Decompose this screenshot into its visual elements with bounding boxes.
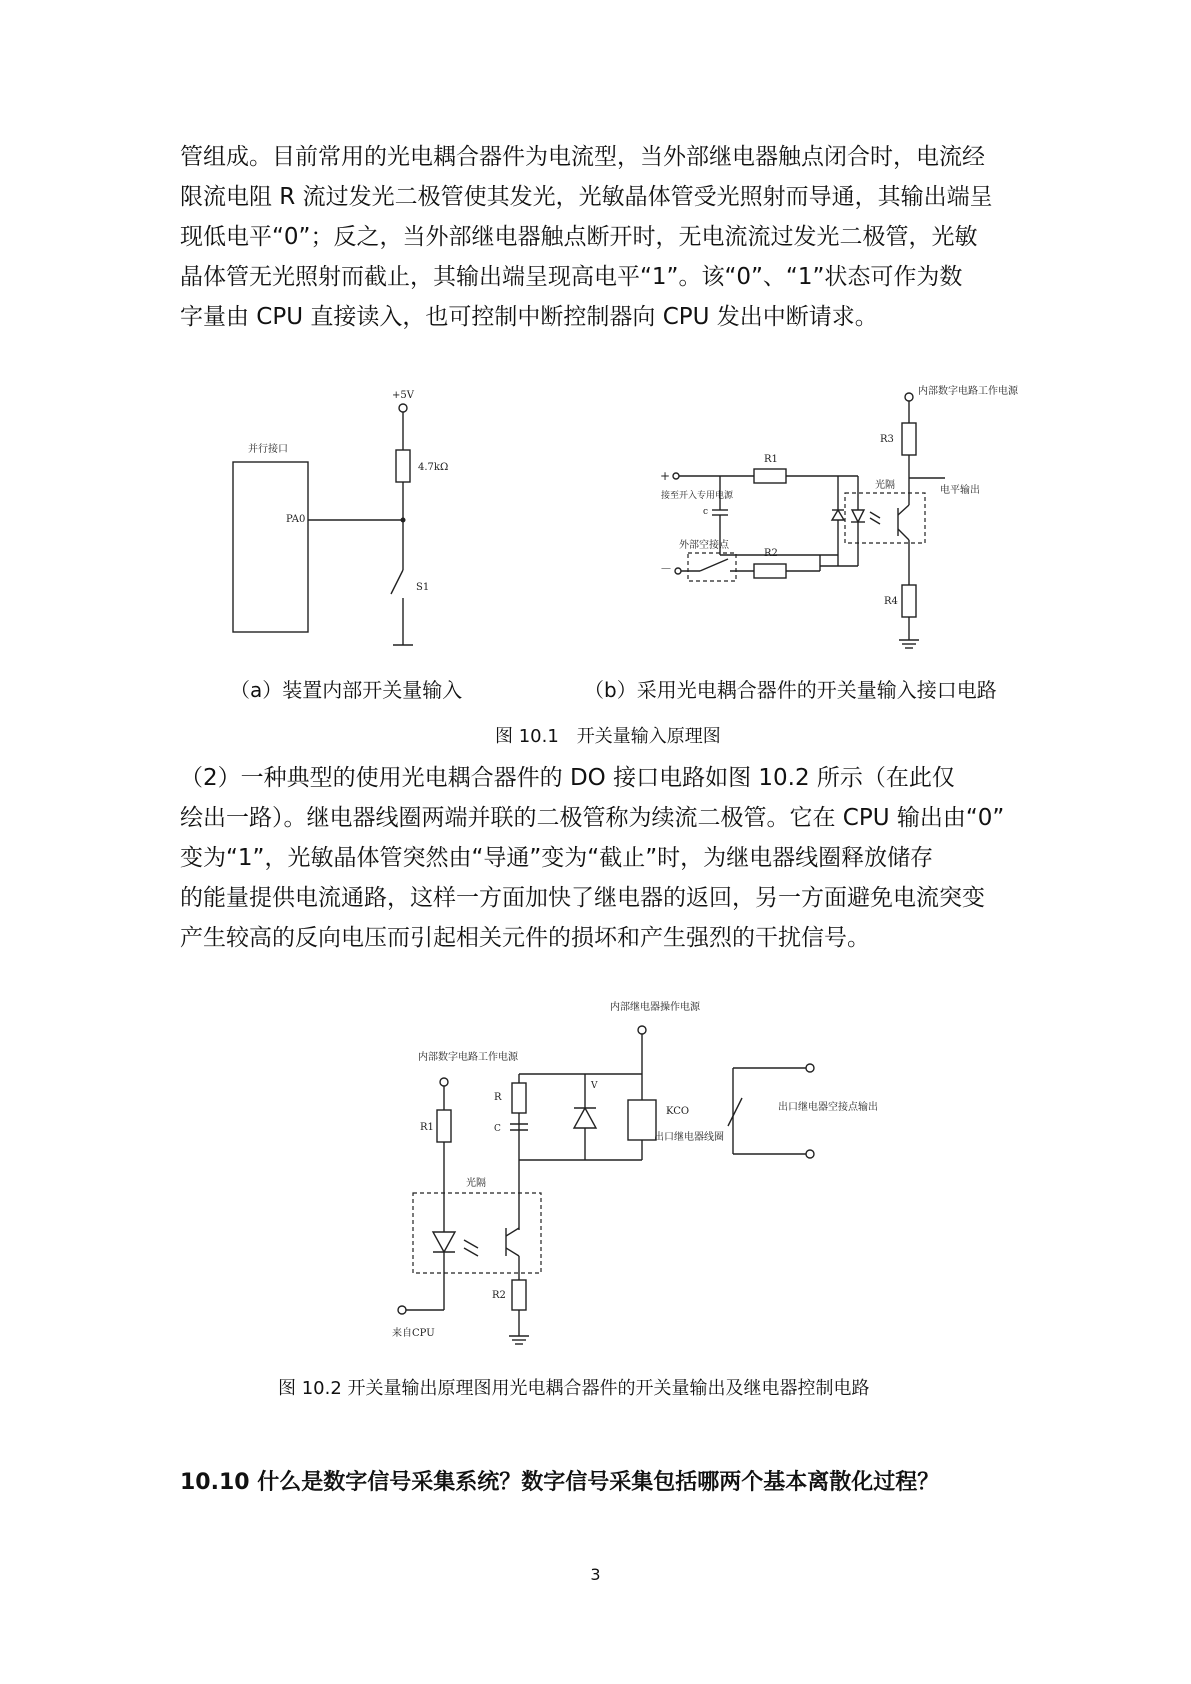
- section-heading: 10.10 什么是数字信号采集系统？数字信号采集包括哪两个基本离散化过程？: [180, 1470, 940, 1495]
- r2-label: R2: [492, 1290, 506, 1301]
- r2-label: R2: [764, 548, 778, 559]
- cpu-label: 来自CPU: [392, 1328, 435, 1339]
- c-label: C: [494, 1124, 501, 1134]
- interface-label: 并行接口: [248, 444, 288, 455]
- paragraph-line: 晶体管无光照射而截止，其输出端呈现高电平“1”。该“0”、“1”状态可作为数: [180, 264, 963, 290]
- paragraph-line: 的能量提供电流通路，这样一方面加快了继电器的返回，另一方面避免电流突变: [180, 885, 985, 911]
- paragraph-line: 变为“1”，光敏晶体管突然由“导通”变为“截止”时，为继电器线圈释放储存: [180, 845, 934, 871]
- kco-label: KCO: [666, 1106, 690, 1117]
- relay-coil: [628, 1100, 656, 1140]
- resistor-label: 4.7kΩ: [418, 462, 449, 473]
- opto-label: 光隔: [466, 1178, 486, 1189]
- paragraph-line: 限流电阻 R 流过发光二极管使其发光，光敏晶体管受光照射而导通，其输出端呈: [180, 184, 993, 210]
- cap-label: c: [703, 507, 709, 517]
- output-label: 出口继电器空接点输出: [778, 1102, 878, 1113]
- coil-label: 出口继电器线圈: [654, 1132, 724, 1143]
- pin-label: PA0: [286, 514, 306, 525]
- minus-label: －: [660, 562, 673, 576]
- paragraph-line: 现低电平“0”；反之，当外部继电器触点断开时，无电流流过发光二极管，光敏: [180, 224, 978, 250]
- plus-label: +: [660, 469, 671, 483]
- r1-label: R1: [764, 454, 778, 465]
- paragraph-line: 产生较高的反向电压而引起相关元件的损坏和产生强烈的干扰信号。: [180, 925, 870, 951]
- paragraph-line: 绘出一路）。继电器线圈两端并联的二极管称为续流二极管。它在 CPU 输出由“0”: [180, 805, 1005, 831]
- digital-supply-label: 内部数字电路工作电源: [418, 1052, 518, 1063]
- relay-supply-label: 内部继电器操作电源: [610, 1002, 700, 1013]
- vcc-label: +5V: [392, 390, 414, 401]
- r3-label: R3: [880, 434, 894, 445]
- r4-label: R4: [884, 596, 898, 607]
- paragraph-line: 管组成。目前常用的光电耦合器件为电流型，当外部继电器触点闭合时，电流经: [180, 144, 985, 170]
- r1-label: R1: [420, 1122, 434, 1133]
- page-number: 3: [590, 1565, 601, 1584]
- r-label: R: [494, 1092, 502, 1103]
- switch-label: S1: [416, 582, 430, 593]
- caption-b: （b）采用光电耦合器件的开关量输入接口电路: [584, 678, 997, 702]
- paragraph-line: （2）一种典型的使用光电耦合器件的 DO 接口电路如图 10.2 所示（在此仅: [180, 765, 955, 791]
- figure-10-2-caption: 图 10.2 开关量输出原理图用光电耦合器件的开关量输出及继电器控制电路: [278, 1378, 870, 1399]
- supply-label: 内部数字电路工作电源: [918, 386, 1018, 397]
- opto-label: 光隔: [875, 480, 895, 491]
- v-label: V: [591, 1081, 598, 1091]
- figure-10-1-caption: 图 10.1 开关量输入原理图: [495, 726, 721, 747]
- power-label: 接至开入专用电源: [661, 491, 734, 501]
- caption-a: （a）装置内部开关量输入: [230, 678, 463, 702]
- optocoupler-box: [413, 1193, 541, 1273]
- contact-label: 外部空接点: [679, 540, 729, 551]
- output-label: 电平输出: [940, 485, 980, 496]
- paragraph-line: 字量由 CPU 直接读入，也可控制中断控制器向 CPU 发出中断请求。: [180, 304, 878, 330]
